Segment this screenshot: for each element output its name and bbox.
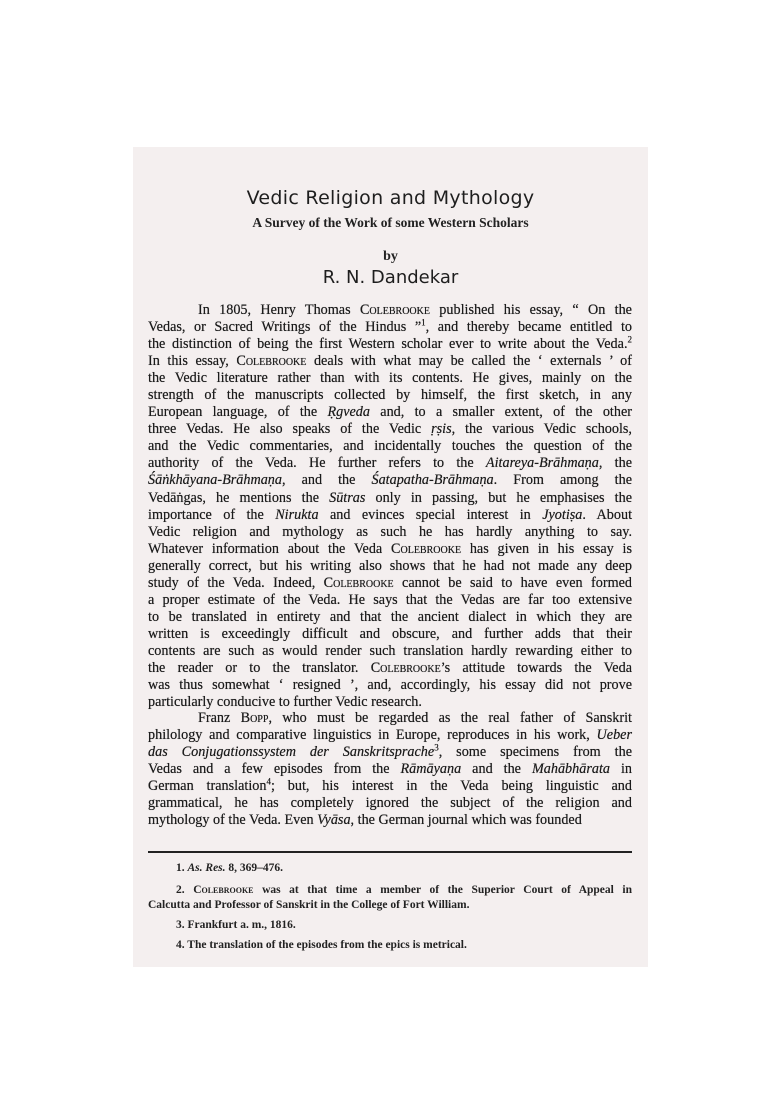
small-caps-name: Colebrooke	[236, 353, 307, 370]
text-line	[148, 812, 632, 829]
text-segment: Calcutta and Professor of Sanskrit in the College of Fort William.	[148, 899, 470, 911]
text-line	[148, 455, 632, 472]
text-segment: a proper estimate of the Veda. He says that the Vedas are far too extensive	[148, 591, 632, 608]
text-line	[148, 898, 632, 913]
text-line	[148, 778, 632, 795]
author-name: R. N. Dandekar	[322, 267, 459, 288]
text-line	[148, 677, 632, 694]
footnote-ref: 3	[434, 742, 439, 753]
text-line	[148, 694, 632, 711]
text-segment: generally correct, but his writing also shows that he had not made any deep	[148, 557, 632, 574]
text-line	[148, 575, 632, 592]
text-segment: was thus somewhat ‘ resigned ’, and, accordingly, his essay did not prove	[148, 677, 632, 694]
text-segment: In 1805, Henry Thomas	[198, 302, 360, 318]
text-segment: was at that time a member of the Superior Court of Appeal in	[253, 884, 633, 896]
italic-term: As. Res.	[187, 862, 226, 874]
paragraph-2	[148, 710, 632, 829]
small-caps-name: Colebrooke	[359, 302, 430, 318]
text-line	[148, 472, 632, 489]
text-segment: grammatical, he has completely ignored the subject of the religion and	[148, 795, 632, 812]
text-segment: , the various Vedic schools,	[451, 421, 632, 438]
text-line	[148, 609, 632, 626]
small-caps-name: Colebrooke	[370, 659, 441, 676]
text-line	[148, 795, 632, 812]
text-line	[148, 660, 632, 677]
text-segment: , the German journal which was founded	[350, 812, 582, 829]
text-segment: German translation	[148, 778, 267, 795]
text-segment: to be translated in entirety and that the ancient dialect in which they are	[148, 608, 632, 625]
text-segment: ’s attitude towards the Veda	[440, 659, 632, 676]
text-segment: Vedāṅgas, he mentions the	[148, 489, 330, 506]
text-line	[148, 558, 632, 575]
text-segment: and, to a smaller extent, of the other	[370, 404, 632, 421]
italic-term: Śatapatha-Brāhmaṇa	[371, 472, 494, 489]
text-line	[176, 938, 632, 953]
text-line	[148, 387, 632, 404]
paragraph-1	[148, 302, 632, 711]
article-subtitle: A Survey of the Work of some Western Scholars	[252, 215, 529, 230]
text-line	[148, 727, 632, 744]
small-caps-name: Colebrooke	[193, 884, 254, 896]
text-segment: , and thereby became entitled to	[425, 319, 632, 336]
italic-term: das Conjugationssystem der Sanskritsprache	[148, 744, 435, 761]
text-line	[148, 507, 632, 524]
italic-term: Jyotiṣa	[542, 506, 583, 523]
text-line	[148, 302, 632, 319]
text-segment: Vedas, or Sacred Writings of the Hindus ”	[148, 319, 422, 336]
article-title: Vedic Religion and Mythology	[246, 187, 535, 209]
text-line	[148, 710, 632, 727]
text-segment: three Vedas. He also speaks of the Vedic	[148, 421, 432, 438]
text-line	[148, 744, 632, 761]
text-segment: written is exceedingly difficult and obscure, and further adds that their	[148, 625, 632, 642]
text-segment: authority of the Veda. He further refers to the	[148, 455, 486, 472]
italic-term: ṛṣis	[431, 421, 452, 438]
text-segment: deals with what may be called the ‘ externals ’ of	[306, 353, 632, 370]
text-segment: , some specimens from the	[438, 744, 632, 761]
text-line	[148, 761, 632, 778]
text-segment: the Vedic literature rather than with its contents. He gives, mainly on the	[148, 370, 632, 387]
text-line	[148, 370, 632, 387]
italic-term: Ueber	[596, 727, 632, 744]
text-line	[148, 421, 632, 438]
text-segment: Vedic religion and mythology as such he has hardly anything to say.	[148, 523, 632, 540]
text-line	[176, 918, 632, 933]
small-caps-name: Bopp	[240, 710, 269, 726]
footnote-rule	[148, 851, 632, 853]
text-segment: 1.	[176, 862, 188, 874]
text-segment: 4. The translation of the episodes from the epics is metrical.	[176, 939, 467, 951]
text-segment: Franz	[198, 710, 241, 726]
text-segment: , who must be regarded as the real father of Sanskrit	[268, 710, 632, 726]
text-segment: mythology of the Veda. Even	[148, 812, 318, 829]
footnote-1	[148, 861, 632, 876]
text-line	[148, 404, 632, 421]
text-segment: the distinction of being the first Western scholar ever to write about the Veda.	[148, 336, 628, 353]
italic-term: Ṛgveda	[327, 404, 370, 421]
italic-term: Nirukta	[275, 506, 319, 523]
text-line	[148, 490, 632, 507]
text-segment: particularly conducive to further Vedic research.	[148, 694, 422, 711]
text-line	[148, 883, 632, 898]
text-segment: ; but, his interest in the Veda being linguistic and	[270, 778, 632, 795]
small-caps-name: Colebrooke	[391, 540, 462, 557]
footnote-ref: 2	[627, 334, 632, 345]
text-segment: published his essay, “ On the	[429, 302, 632, 318]
document-page	[133, 147, 648, 967]
text-line	[148, 438, 632, 455]
italic-term: Śāṅkhāyana-Brāhmaṇa	[148, 472, 282, 489]
text-line	[148, 626, 632, 643]
footnote-ref: 1	[421, 317, 426, 328]
footnote-3	[148, 918, 632, 933]
text-line	[148, 336, 632, 353]
italic-term: Sūtras	[329, 489, 366, 506]
text-segment: 2.	[176, 884, 194, 896]
text-line	[148, 353, 632, 370]
text-segment: in	[609, 761, 632, 778]
text-segment: . About	[582, 506, 633, 523]
text-segment: and evinces special interest in	[318, 506, 543, 523]
text-segment: Whatever information about the Veda	[148, 540, 392, 557]
text-line	[176, 861, 632, 876]
text-line	[148, 524, 632, 541]
italic-term: Rāmāyaṇa	[400, 761, 462, 778]
italic-term: Vyāsa	[317, 812, 351, 829]
text-segment: the reader or to the translator.	[148, 659, 371, 676]
text-segment: contents are such as would render such translation hardly rewarding either to	[148, 642, 632, 659]
text-line	[148, 643, 632, 660]
text-segment: importance of the	[148, 506, 276, 523]
text-segment: cannot be said to have even formed	[393, 574, 632, 591]
byline-by: by	[383, 249, 398, 264]
text-line	[148, 592, 632, 609]
text-segment: , the	[598, 455, 632, 472]
text-segment: Vedas and a few episodes from the	[148, 761, 401, 778]
text-segment: philology and comparative linguistics in Europe, reproduces in his work,	[148, 727, 597, 744]
text-segment: has given in his essay is	[461, 540, 633, 557]
text-segment: . From among the	[493, 472, 632, 489]
text-segment: strength of the manuscripts collected by himself, the first sketch, in any	[148, 387, 632, 404]
text-segment: study of the Veda. Indeed,	[148, 574, 324, 591]
text-line	[148, 319, 632, 336]
footnote-4	[148, 938, 632, 953]
text-segment: , and the	[281, 472, 372, 489]
footnote-2	[148, 883, 632, 913]
text-segment: 3. Frankfurt a. m., 1816.	[176, 919, 296, 931]
text-segment: and the Vedic commentaries, and incidentally touches the question of the	[148, 438, 632, 455]
text-segment: only in passing, but he emphasises the	[365, 489, 633, 506]
small-caps-name: Colebrooke	[323, 574, 394, 591]
text-segment: In this essay,	[148, 353, 237, 370]
footnote-ref: 4	[266, 776, 271, 787]
text-line	[148, 541, 632, 558]
italic-term: Mahābhārata	[531, 761, 610, 778]
text-segment: 8, 369–476.	[225, 862, 284, 874]
italic-term: Aitareya-Brāhmaṇa	[485, 455, 599, 472]
text-segment: European language, of the	[148, 404, 328, 421]
text-segment: and the	[461, 761, 532, 778]
